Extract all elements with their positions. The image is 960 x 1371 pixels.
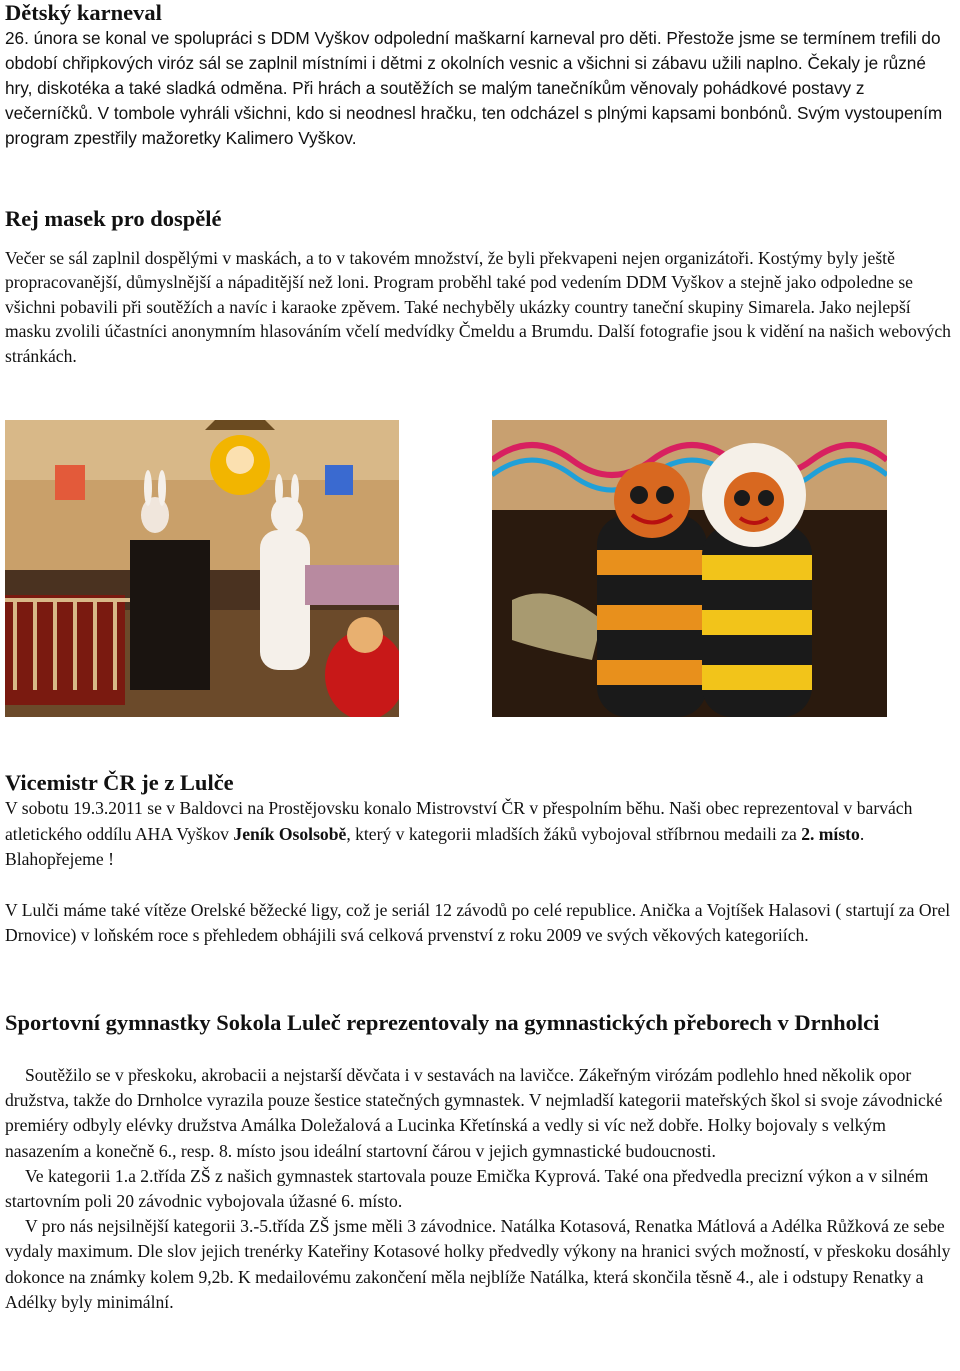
- gymnastky-body: [5, 1063, 957, 1315]
- gymnastky-section: [5, 1008, 957, 1315]
- masky-title: Rej masek pro dospělé: [5, 206, 222, 231]
- vicemistr-text-c: . Blahopřejeme !: [5, 823, 865, 869]
- karneval-text: 26. února se konal ve spolupráci s DDM Vyškov odpolední maškarní karneval pro děti. Přestože jsme se termínem trefili do období chřipkových viróz sál se zaplnil místními i dětmi z okolních vesnic a všichni si zábavu užili naplno. Čekaly je různé hry, diskotéka a také sladká odměna. Při hrách a soutěžích se malým tanečníkům věnovaly pohádkové postavy z večerníčků. V tombole vyhráli všichni, kdo si neodnesl hračku, ten odcházel s plnými kapsami bonbónů. Svým vystoupením program zpestřily mažoretky Kalimero Vyškov.: [5, 28, 943, 148]
- karneval-photo: [5, 420, 399, 717]
- gymnastky-paragraph-3: V pro nás nejsilnější kategorii 3.-5.třída ZŠ jsme měli 3 závodnice. Natálka Kotasová, Renatka Mátlová a Adélka Růžková ze sebe vydaly maximum. Dle slov jejich trenérky Kateřiny Kotasové holky předvedly výkony na hranici svých možností, v přeskoku dosáhly dokonce na známky kolem 9,2b. K medailovému zakončení měla nejblíže Natálka, která skončila těsně 4., ale i odstupy Renatky a Adélky byly minimální.: [5, 1216, 951, 1312]
- vicemistr-place: 2. místo: [801, 823, 860, 844]
- vicemistr-athlete-name: Jeník Osolsobě: [233, 823, 347, 844]
- gymnastky-title: Sportovní gymnastky Sokola Luleč reprezentovaly na gymnastických přeborech v Drnholci: [5, 1010, 880, 1035]
- photo-row: [5, 420, 955, 718]
- gymnastky-paragraph-2: Ve kategorii 1.a 2.třída ZŠ z našich gymnastek startovala pouze Emička Kyprová. Také ona předvedla precizní výkon a v silném startovním poli 20 závodnic vybojovala úžasné 6. místo.: [5, 1165, 929, 1212]
- vicemistr-paragraph-1: [5, 796, 955, 873]
- vicemistr-title: Vicemistr ČR je z Lulče: [5, 770, 234, 795]
- masky-section: [5, 206, 957, 368]
- karneval-photo-image: [5, 420, 399, 717]
- karneval-section: [5, 0, 955, 151]
- masky-photo: [492, 420, 887, 717]
- vicemistr-text-b: , který v kategorii mladších žáků vybojoval stříbrnou medaili za: [346, 823, 802, 844]
- karneval-title: Dětský karneval: [5, 0, 162, 25]
- vicemistr-paragraph-2: V Lulči máme také vítěze Orelské běžecké ligy, což je seriál 12 závodů po celé republice. Anička a Vojtíšek Halasovi ( startují za Orel Drnovice) v loňském roce s přehledem obhájili svá celková prvenství z roku 2009 ve svých věkových kategoriích.: [5, 899, 951, 945]
- vicemistr-text-a: V sobotu 19.3.2011 se v Baldovci na Prostějovsku konalo Mistrovství ČR v přespolním běhu. Naši obec reprezentoval v barvách atletického oddílu AHA Vyškov: [5, 798, 913, 844]
- masky-photo-image: [492, 420, 887, 717]
- masky-text: Večer se sál zaplnil dospělými v maskách, a to v takovém množství, že byli překvapeni nejen organizátoři. Kostýmy byly ještě propracovanější, důmyslnější a nápaditější než loni. Program proběhl také pod vedením DDM Vyškov a stejně jako odpoledne se všichni pobavili při soutěžích a navíc i karaoke zpěvem. Také nechyběly ukázky country taneční skupiny Simarela. Jako nejlepší masku zvolili účastníci anonymním hlasováním včelí medvídky Čmeldu a Brumdu. Další fotografie jsou k vidění na našich webových stránkách.: [5, 248, 951, 366]
- vicemistr-section: [5, 770, 955, 949]
- gymnastky-paragraph-1: Soutěžilo se v přeskoku, akrobacii a nejstarší děvčata i v sestavách na lavičce. Zákeřným virózám podlehlo hned několik opor družstva, takže do Drnholce vyrazila pouze šestice statečných gymnastek. V nejmladší kategorii mateřských škol si svoje závodnické premiéry odbyly elévky družstva Amálka Doležalová a Lucinka Křetínská a vedly si víc než dobře. Holky bojovaly s velkým nasazením a konečně 6., resp. 8. místo jsou ideální startovní čárou v jejich gymnastické budoucnosti.: [5, 1065, 943, 1161]
